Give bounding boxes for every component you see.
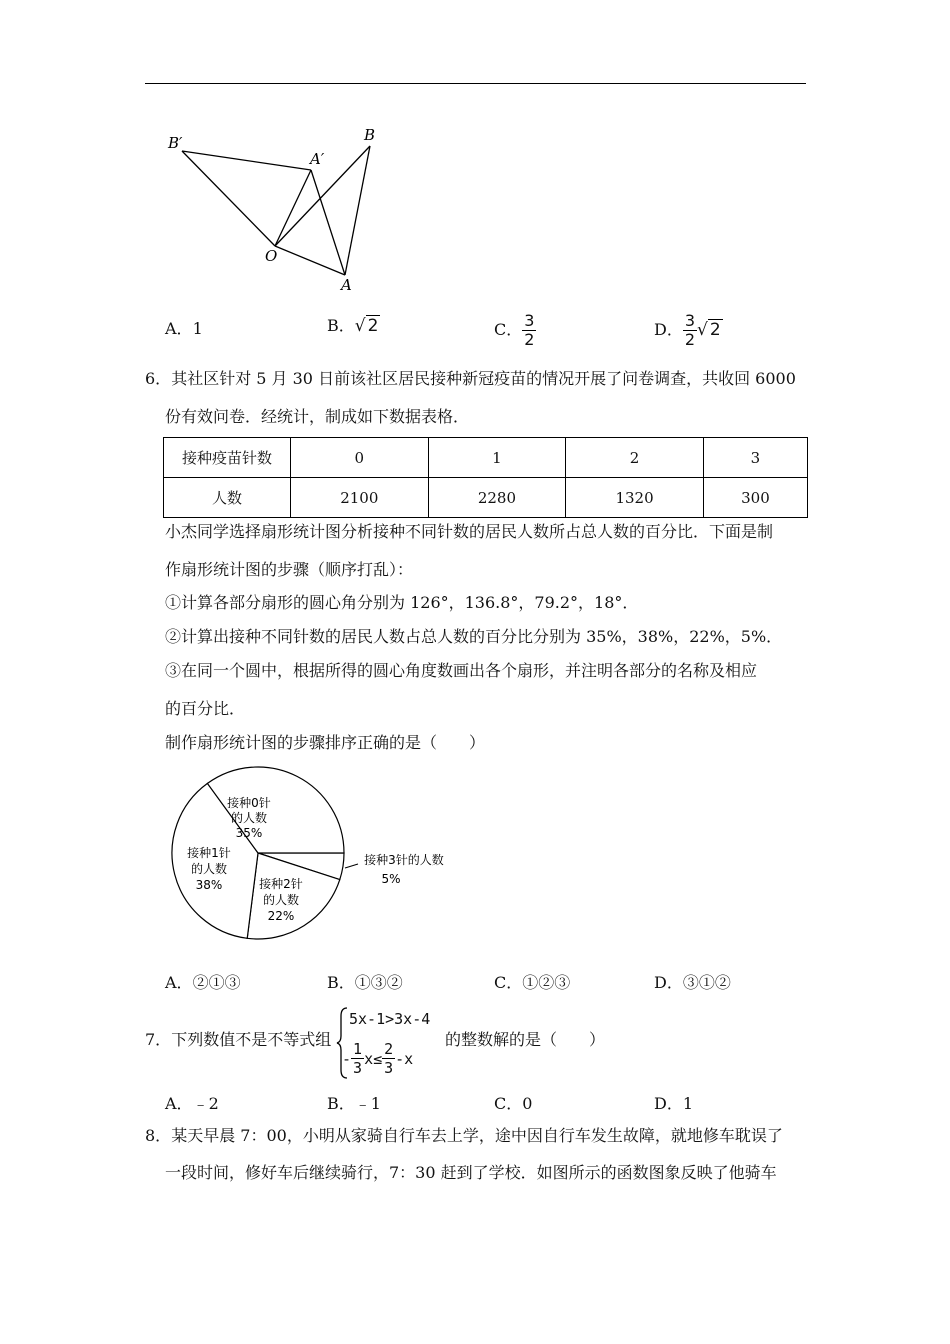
q6-stem-line2: 份有效问卷．经统计，制成如下数据表格． bbox=[165, 407, 470, 426]
segment-o-a bbox=[275, 246, 345, 275]
slice-percent-1: 38% bbox=[195, 878, 223, 892]
q6-stem-line1: 6．其社区针对 5 月 30 日前该社区居民接种新冠疫苗的情况开展了问卷调查，共收回 6000 bbox=[145, 369, 796, 388]
pie-chart bbox=[165, 760, 465, 950]
q7-option-c[interactable]: C．0 bbox=[494, 1094, 533, 1113]
segment-b-prime-a-prime bbox=[182, 151, 311, 170]
q7-stem-before: 7．下列数值不是不等式组 bbox=[145, 1030, 332, 1049]
pie-leader-line bbox=[345, 864, 358, 868]
table-header-cell: 接种疫苗针数 bbox=[164, 438, 291, 478]
slice-label-1-line1: 接种1针 bbox=[187, 846, 231, 860]
segment-b-prime-o bbox=[182, 151, 275, 246]
table-cell: 2 bbox=[566, 438, 704, 478]
rotation-figure bbox=[160, 120, 400, 300]
q6-question: 制作扇形统计图的步骤排序正确的是（ ） bbox=[165, 733, 486, 752]
q7-option-a[interactable]: A．﹣2 bbox=[165, 1094, 219, 1113]
label-b-prime: B′ bbox=[168, 134, 183, 152]
q6-option-b[interactable]: B．①③② bbox=[327, 973, 403, 992]
fraction: $\frac{1}{3}$ bbox=[353, 1040, 363, 1077]
sqrt-symbol: √ 2 bbox=[354, 316, 379, 336]
q6-step3-line1: ③在同一个圆中，根据所得的圆心角度数画出各个扇形，并注明各部分的名称及相应 bbox=[165, 661, 758, 680]
q5-option-b[interactable]: B．√ 2 bbox=[327, 316, 379, 336]
q6-step3-line2: 的百分比． bbox=[165, 699, 246, 718]
table-row bbox=[164, 438, 808, 478]
table-cell: 2280 bbox=[428, 478, 566, 518]
q5-option-c[interactable]: C． $\frac{3}{2}$ bbox=[494, 311, 535, 349]
slice-percent-2: 22% bbox=[267, 909, 295, 923]
label-b: B bbox=[364, 126, 376, 144]
q8-line2: 一段时间，修好车后继续骑行，7：30 赶到了学校．如图所示的函数图象反映了他骑车 bbox=[165, 1163, 777, 1182]
table-cell: 3 bbox=[703, 438, 807, 478]
slice-label-2-line2: 的人数 bbox=[262, 893, 300, 907]
q6-step2: ②计算出接种不同针数的居民人数占总人数的百分比分别为 35%，38%，22%，5%． bbox=[165, 627, 783, 646]
segment-a-prime-a bbox=[311, 170, 345, 275]
segment-b-a bbox=[345, 146, 370, 275]
slice-percent-3: 5% bbox=[381, 872, 401, 886]
q6-para-line2: 作扇形统计图的步骤（顺序打乱）： bbox=[165, 560, 414, 579]
label-a: A bbox=[341, 276, 352, 294]
vaccine-table bbox=[163, 437, 808, 518]
table-row bbox=[164, 478, 808, 518]
slice-percent-0: 35% bbox=[235, 826, 263, 840]
slice-label-3-line1: 接种3针的人数 bbox=[364, 853, 444, 867]
header-rule bbox=[145, 83, 806, 84]
q7-option-b[interactable]: B．﹣1 bbox=[327, 1094, 381, 1113]
q6-option-a[interactable]: A．②①③ bbox=[165, 973, 241, 992]
table-cell: 1 bbox=[428, 438, 566, 478]
q5-option-d[interactable]: D． $\frac{3}{2}$ √ 2 bbox=[654, 311, 721, 349]
q6-option-c[interactable]: C．①②③ bbox=[494, 973, 571, 992]
fraction: $\frac{3}{2}$ bbox=[684, 311, 696, 349]
table-cell: 300 bbox=[703, 478, 807, 518]
fraction: $\frac{2}{3}$ bbox=[384, 1040, 394, 1077]
fraction: $\frac{3}{2}$ bbox=[524, 311, 535, 349]
q6-option-d[interactable]: D．③①② bbox=[654, 973, 731, 992]
slice-label-0-line2: 的人数 bbox=[230, 811, 268, 825]
segment-a-prime-o bbox=[275, 170, 311, 246]
label-a-prime: A′ bbox=[310, 150, 325, 168]
sqrt-symbol: √ 2 bbox=[697, 320, 721, 340]
inequality-1: 5x-1>3x-4 bbox=[349, 1010, 431, 1028]
table-cell: 1320 bbox=[566, 478, 704, 518]
q7-option-d[interactable]: D．1 bbox=[654, 1094, 694, 1113]
q7-stem-after: 的整数解的是（ ） bbox=[445, 1030, 606, 1049]
slice-label-2-line1: 接种2针 bbox=[259, 877, 303, 891]
table-cell: 0 bbox=[291, 438, 429, 478]
slice-label-1-line2: 的人数 bbox=[190, 862, 228, 876]
inequality-2: - $\frac{1}{3}$ x≤ $\frac{2}{3}$ -x bbox=[342, 1040, 414, 1077]
q8-line1: 8．某天早晨 7：00，小明从家骑自行车去上学，途中因自行车发生故障，就地修车耽误了 bbox=[145, 1126, 783, 1145]
q6-step1: ①计算各部分扇形的圆心角分别为 126°，136.8°，79.2°，18°． bbox=[165, 593, 639, 612]
label-o: O bbox=[265, 247, 278, 265]
slice-label-0-line1: 接种0针 bbox=[227, 796, 271, 810]
q5-option-a[interactable]: A．1 bbox=[165, 319, 203, 338]
table-header-cell: 人数 bbox=[164, 478, 291, 518]
table-cell: 2100 bbox=[291, 478, 429, 518]
q6-para-line1: 小杰同学选择扇形统计图分析接种不同针数的居民人数所占总人数的百分比．下面是制 bbox=[165, 522, 774, 541]
